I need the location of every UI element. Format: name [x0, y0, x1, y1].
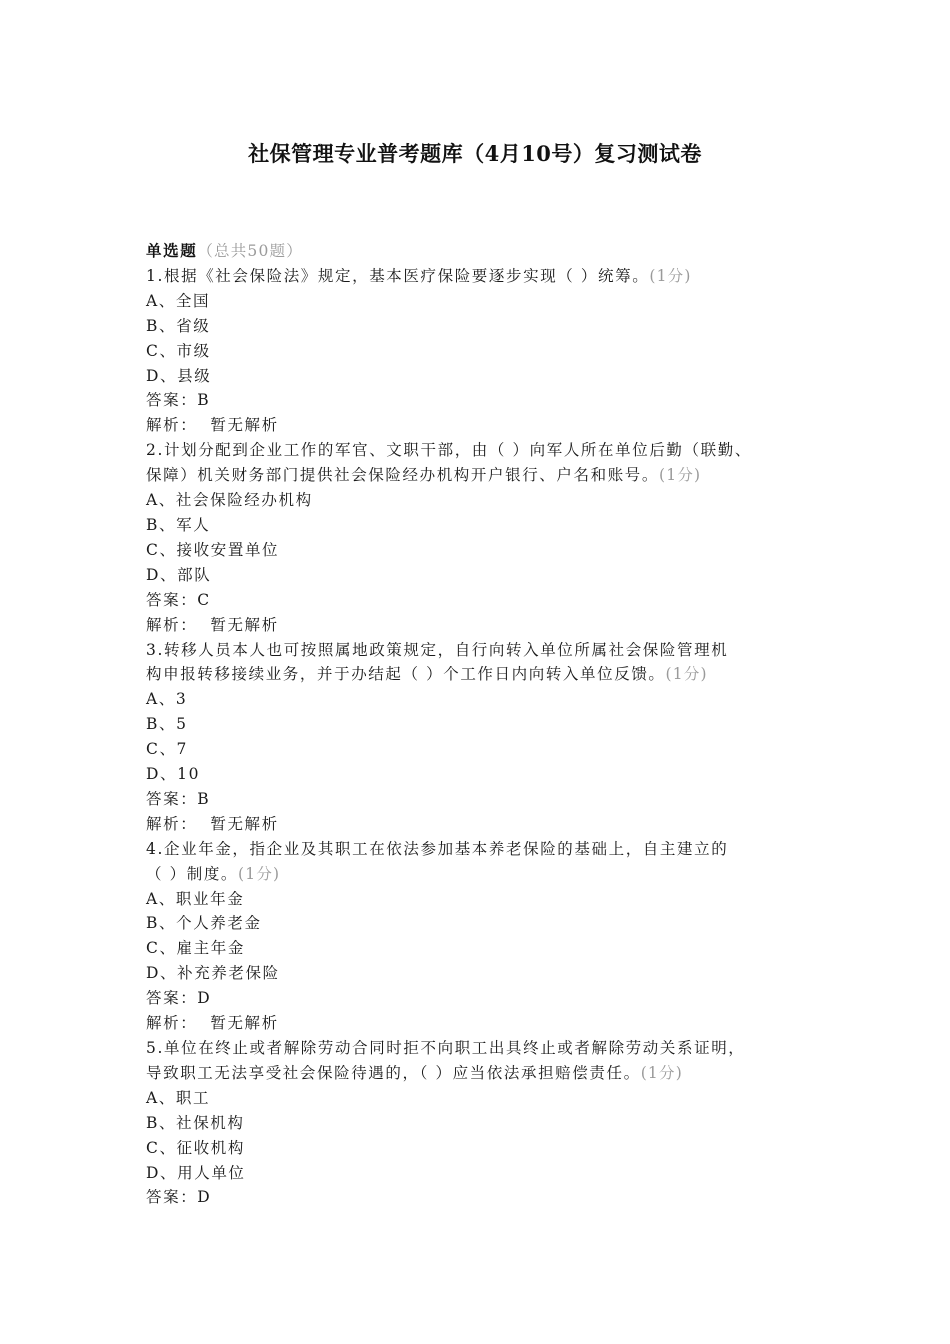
answer-analysis: 解析： 暂无解析 — [146, 814, 279, 833]
answer-option: C、7 — [146, 740, 189, 759]
answer-option: A、职业年金 — [146, 889, 245, 908]
correct-answer: 答案：C — [146, 590, 211, 609]
answer-option: A、3 — [146, 690, 188, 709]
answer-option: B、军人 — [146, 515, 211, 534]
question-text: 导致职工无法享受社会保险待遇的，（ ）应当依法承担赔偿责任。 — [146, 1063, 641, 1082]
question-text-line — [146, 1036, 836, 1061]
question-item — [146, 264, 836, 438]
question-text-line — [146, 1061, 836, 1086]
section-label: 单选题 — [146, 241, 198, 260]
answer-option: C、雇主年金 — [146, 939, 245, 958]
question-list — [146, 239, 836, 1210]
answer-option: B、省级 — [146, 316, 211, 335]
question-text-line — [146, 438, 836, 463]
question-text-line — [146, 463, 836, 488]
question-score: (1分) — [640, 1063, 683, 1082]
correct-answer: 答案：D — [146, 1188, 212, 1207]
question-item — [146, 837, 836, 1036]
answer-option: B、个人养老金 — [146, 914, 262, 933]
question-text: 构申报转移接续业务，并于办结起（ ）个工作日内向转入单位反馈。 — [146, 665, 666, 684]
question-text: 1.根据《社会保险法》规定，基本医疗保险要逐步实现（ ）统筹。 — [146, 266, 650, 285]
answer-analysis: 解析： 暂无解析 — [146, 1014, 279, 1033]
question-score: (1分) — [649, 266, 692, 285]
answer-option: D、用人单位 — [146, 1163, 246, 1182]
question-text: （ ）制度。 — [146, 864, 239, 883]
answer-option: C、市级 — [146, 341, 211, 360]
questions-container — [146, 264, 836, 1210]
question-score: (1分) — [665, 665, 708, 684]
answer-option: A、职工 — [146, 1088, 211, 1107]
question-item — [146, 638, 836, 837]
answer-analysis: 解析： 暂无解析 — [146, 615, 279, 634]
answer-option: D、补充养老保险 — [146, 964, 280, 983]
answer-analysis: 解析： 暂无解析 — [146, 416, 279, 435]
answer-option: C、征收机构 — [146, 1138, 245, 1157]
question-item — [146, 1036, 836, 1210]
correct-answer: 答案：B — [146, 789, 211, 808]
answer-option: A、全国 — [146, 291, 211, 310]
question-text-line — [146, 638, 836, 663]
answer-option: D、县级 — [146, 366, 212, 385]
answer-option: D、10 — [146, 765, 201, 784]
correct-answer: 答案：B — [146, 391, 211, 410]
question-score: (1分) — [659, 466, 702, 485]
question-text: 2.计划分配到企业工作的军官、文职干部，由（ ）向军人所在单位后勤（联勤、 — [146, 441, 752, 460]
question-text-line — [146, 837, 836, 862]
question-text-line — [146, 862, 836, 887]
correct-answer: 答案：D — [146, 989, 212, 1008]
question-text-line — [146, 662, 836, 687]
question-text-line — [146, 264, 836, 289]
answer-option: C、接收安置单位 — [146, 540, 280, 559]
question-item — [146, 438, 836, 637]
question-score: (1分) — [238, 864, 281, 883]
question-text: 5.单位在终止或者解除劳动合同时拒不向职工出具终止或者解除劳动关系证明， — [146, 1039, 746, 1057]
answer-option: B、社保机构 — [146, 1113, 245, 1132]
answer-option: A、社会保险经办机构 — [146, 491, 313, 510]
section-count: （总共50题） — [197, 242, 303, 260]
answer-option: B、5 — [146, 715, 188, 734]
question-text: 3.转移人员本人也可按照属地政策规定，自行向转入单位所属社会保险管理机 — [146, 640, 729, 659]
question-text: 4.企业年金，指企业及其职工在依法参加基本养老保险的基础上，自主建立的 — [146, 839, 729, 858]
answer-option: D、部队 — [146, 565, 212, 584]
section-header — [146, 239, 836, 264]
question-text: 保障）机关财务部门提供社会保险经办机构开户银行、户名和账号。 — [146, 466, 660, 485]
document-title: 社保管理专业普考题库（4月10号）复习测试卷 — [248, 141, 702, 166]
